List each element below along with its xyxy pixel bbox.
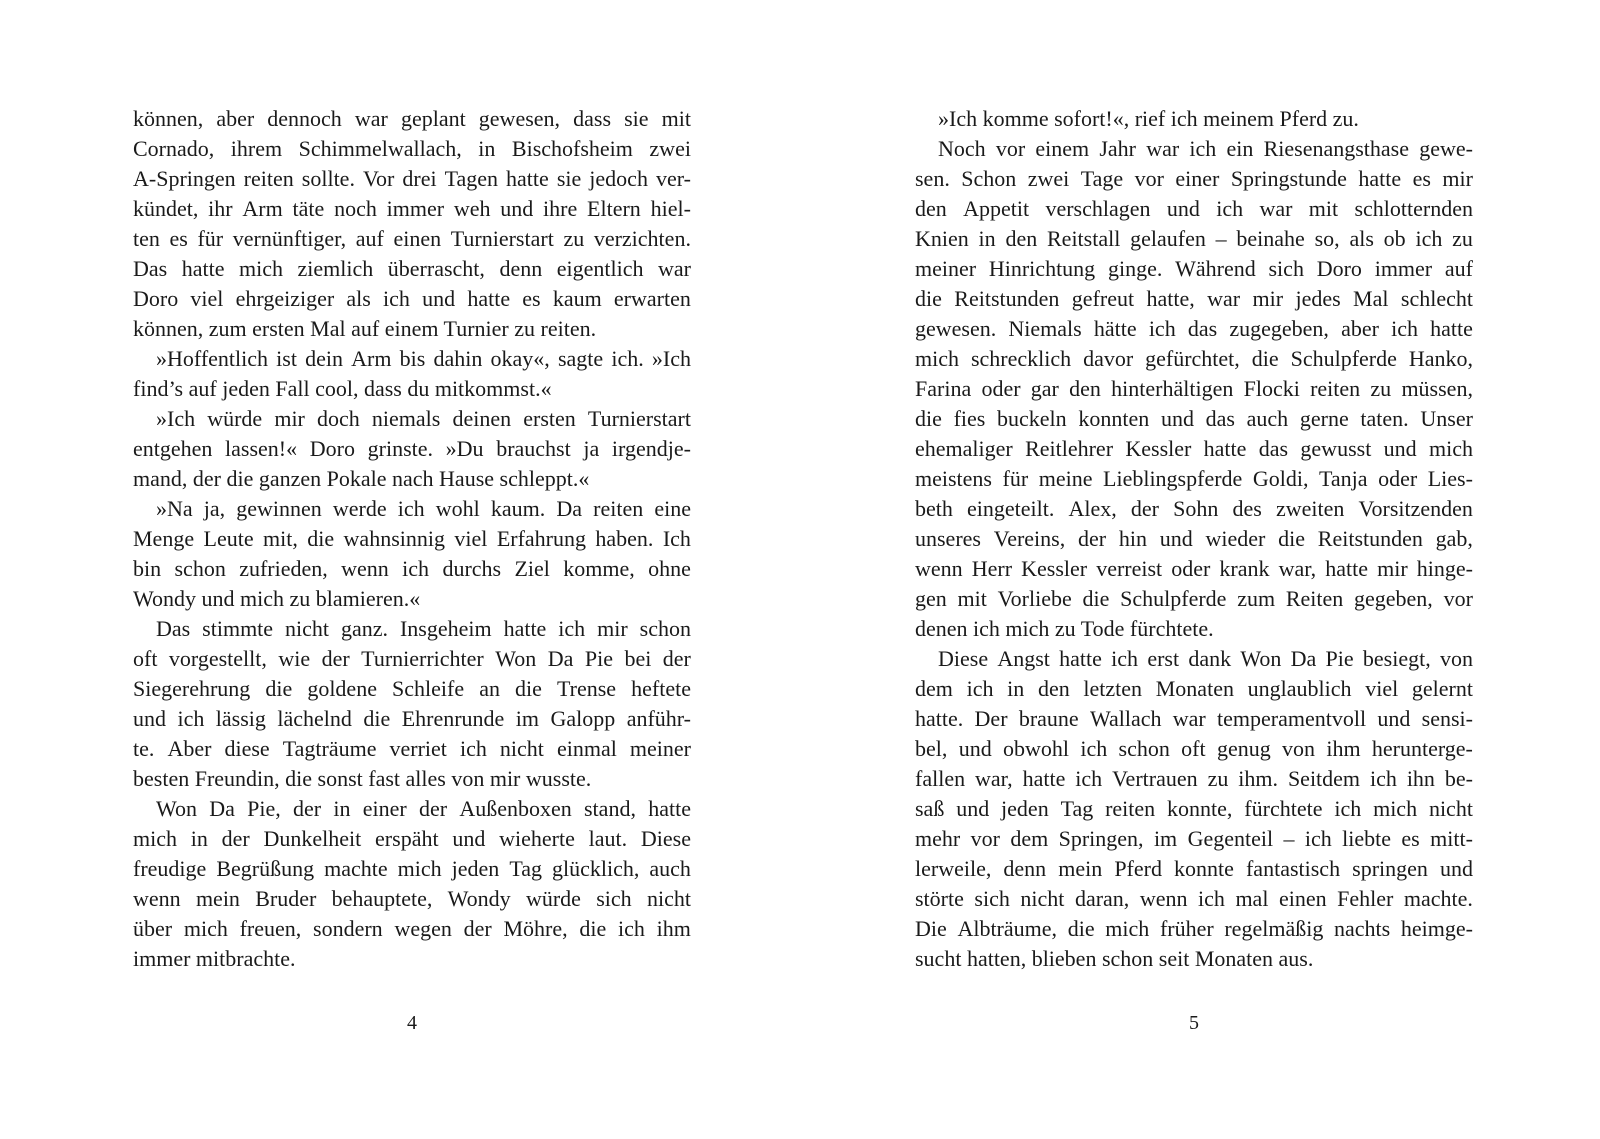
text-line: »Ich würde mir doch niemals deinen ersten Turnierstart [156,406,691,431]
text-line: gewesen. Niemals hätte ich das zugegeben, aber ich hatte [915,316,1473,341]
text-line: ten es für vernünftiger, auf einen Turnierstart zu verzichten. [133,226,691,251]
text-line: wenn Herr Kessler verreist oder krank war, hatte mir hinge- [915,556,1473,581]
text-line: te. Aber diese Tagträume verriet ich nicht einmal meiner [133,736,691,761]
text-line: können, zum ersten Mal auf einem Turnier zu reiten. [133,316,597,341]
page-number-right: 5 [1189,1012,1199,1034]
text-line: lerweile, denn mein Pferd konnte fantastisch springen und [915,856,1473,881]
text-line: bin schon zufrieden, wenn ich durchs Ziel komme, ohne [133,556,691,581]
text-line: Das stimmte nicht ganz. Insgeheim hatte ich mir schon [156,616,691,641]
text-line: die Reitstunden gefreut hatte, war mir jedes Mal schlecht [915,286,1473,311]
text-line: ehemaliger Reitlehrer Kessler hatte das gewusst und mich [915,436,1473,461]
text-line: sucht hatten, blieben schon seit Monaten aus. [915,946,1314,971]
text-line: immer mitbrachte. [133,946,296,971]
text-line: Menge Leute mit, die wahnsinnig viel Erfahrung haben. Ich [133,526,691,551]
text-line: beth eingeteilt. Alex, der Sohn des zweiten Vorsitzenden [915,496,1473,521]
text-line: störte sich nicht daran, wenn ich mal einen Fehler machte. [915,886,1473,911]
text-line: die fies buckeln konnten und das auch gerne taten. Unser [915,406,1473,431]
text-line: entgehen lassen!« Doro grinste. »Du brauchst ja irgendje- [133,436,691,461]
text-line: bel, und obwohl ich schon oft genug von ihm herunterge- [915,736,1473,761]
left-page-text [133,104,691,974]
text-line: Wondy und mich zu blamieren.« [133,586,421,611]
text-line: fallen war, hatte ich Vertrauen zu ihm. Seitdem ich ihn be- [915,766,1473,791]
text-line: über mich freuen, sondern wegen der Möhre, die ich ihm [133,916,691,941]
text-line: oft vorgestellt, wie der Turnierrichter Won Da Pie bei der [133,646,691,671]
text-line: sen. Schon zwei Tage vor einer Springstunde hatte es mir [915,166,1473,191]
page-number-left: 4 [407,1012,417,1034]
text-line: »Ich komme sofort!«, rief ich meinem Pferd zu. [938,106,1359,131]
text-line: können, aber dennoch war geplant gewesen, dass sie mit [133,106,691,131]
text-line: find’s auf jeden Fall cool, dass du mitkommst.« [133,376,552,401]
text-line: mich schrecklich davor gefürchtet, die Schulpferde Hanko, [915,346,1473,371]
text-line: unseres Vereins, der hin und wieder die Reitstunden gab, [915,526,1473,551]
right-page-text [915,104,1473,974]
text-line: wenn mein Bruder behauptete, Wondy würde sich nicht [133,886,691,911]
text-line: »Hoffentlich ist dein Arm bis dahin okay«, sagte ich. »Ich [156,346,691,371]
text-line: und ich lässig lächelnd die Ehrenrunde im Galopp anführ- [133,706,691,731]
text-line: denen ich mich zu Tode fürchtete. [915,616,1214,641]
text-line: mehr vor dem Springen, im Gegenteil – ich liebte es mitt- [915,826,1473,851]
text-line: freudige Begrüßung machte mich jeden Tag glücklich, auch [133,856,691,881]
text-line: Farina oder gar den hinterhältigen Flocki reiten zu müssen, [915,376,1473,401]
text-line: Die Albträume, die mich früher regelmäßig nachts heimge- [915,916,1473,941]
text-line: Diese Angst hatte ich erst dank Won Da Pie besiegt, von [938,646,1473,671]
text-line: dem ich in den letzten Monaten unglaublich viel gelernt [915,676,1473,701]
text-line: Cornado, ihrem Schimmelwallach, in Bischofsheim zwei [133,136,691,161]
text-line: kündet, ihr Arm täte noch immer weh und ihre Eltern hiel- [133,196,691,221]
text-line: besten Freundin, die sonst fast alles von mir wusste. [133,766,592,791]
text-line: mand, der die ganzen Pokale nach Hause schleppt.« [133,466,590,491]
text-line: meistens für meine Lieblingspferde Goldi, Tanja oder Lies- [915,466,1473,491]
text-line: »Na ja, gewinnen werde ich wohl kaum. Da reiten eine [156,496,691,521]
text-line: gen mit Vorliebe die Schulpferde zum Reiten gegeben, vor [915,586,1473,611]
text-line: Das hatte mich ziemlich überrascht, denn eigentlich war [133,256,691,281]
text-line: saß und jeden Tag reiten konnte, fürchtete ich mich nicht [915,796,1473,821]
text-line: Won Da Pie, der in einer der Außenboxen stand, hatte [156,796,691,821]
text-line: Doro viel ehrgeiziger als ich und hatte es kaum erwarten [133,286,691,311]
text-line: hatte. Der braune Wallach war temperamentvoll und sensi- [915,706,1473,731]
text-line: A-Springen reiten sollte. Vor drei Tagen hatte sie jedoch ver- [133,166,691,191]
text-line: Noch vor einem Jahr war ich ein Riesenangsthase gewe- [938,136,1473,161]
text-line: den Appetit verschlagen und ich war mit schlotternden [915,196,1473,221]
text-line: mich in der Dunkelheit erspäht und wieherte laut. Diese [133,826,691,851]
text-line: meiner Hinrichtung ginge. Während sich Doro immer auf [915,256,1473,281]
text-line: Knien in den Reitstall gelaufen – beinahe so, als ob ich zu [915,226,1473,251]
text-line: Siegerehrung die goldene Schleife an die Trense heftete [133,676,691,701]
